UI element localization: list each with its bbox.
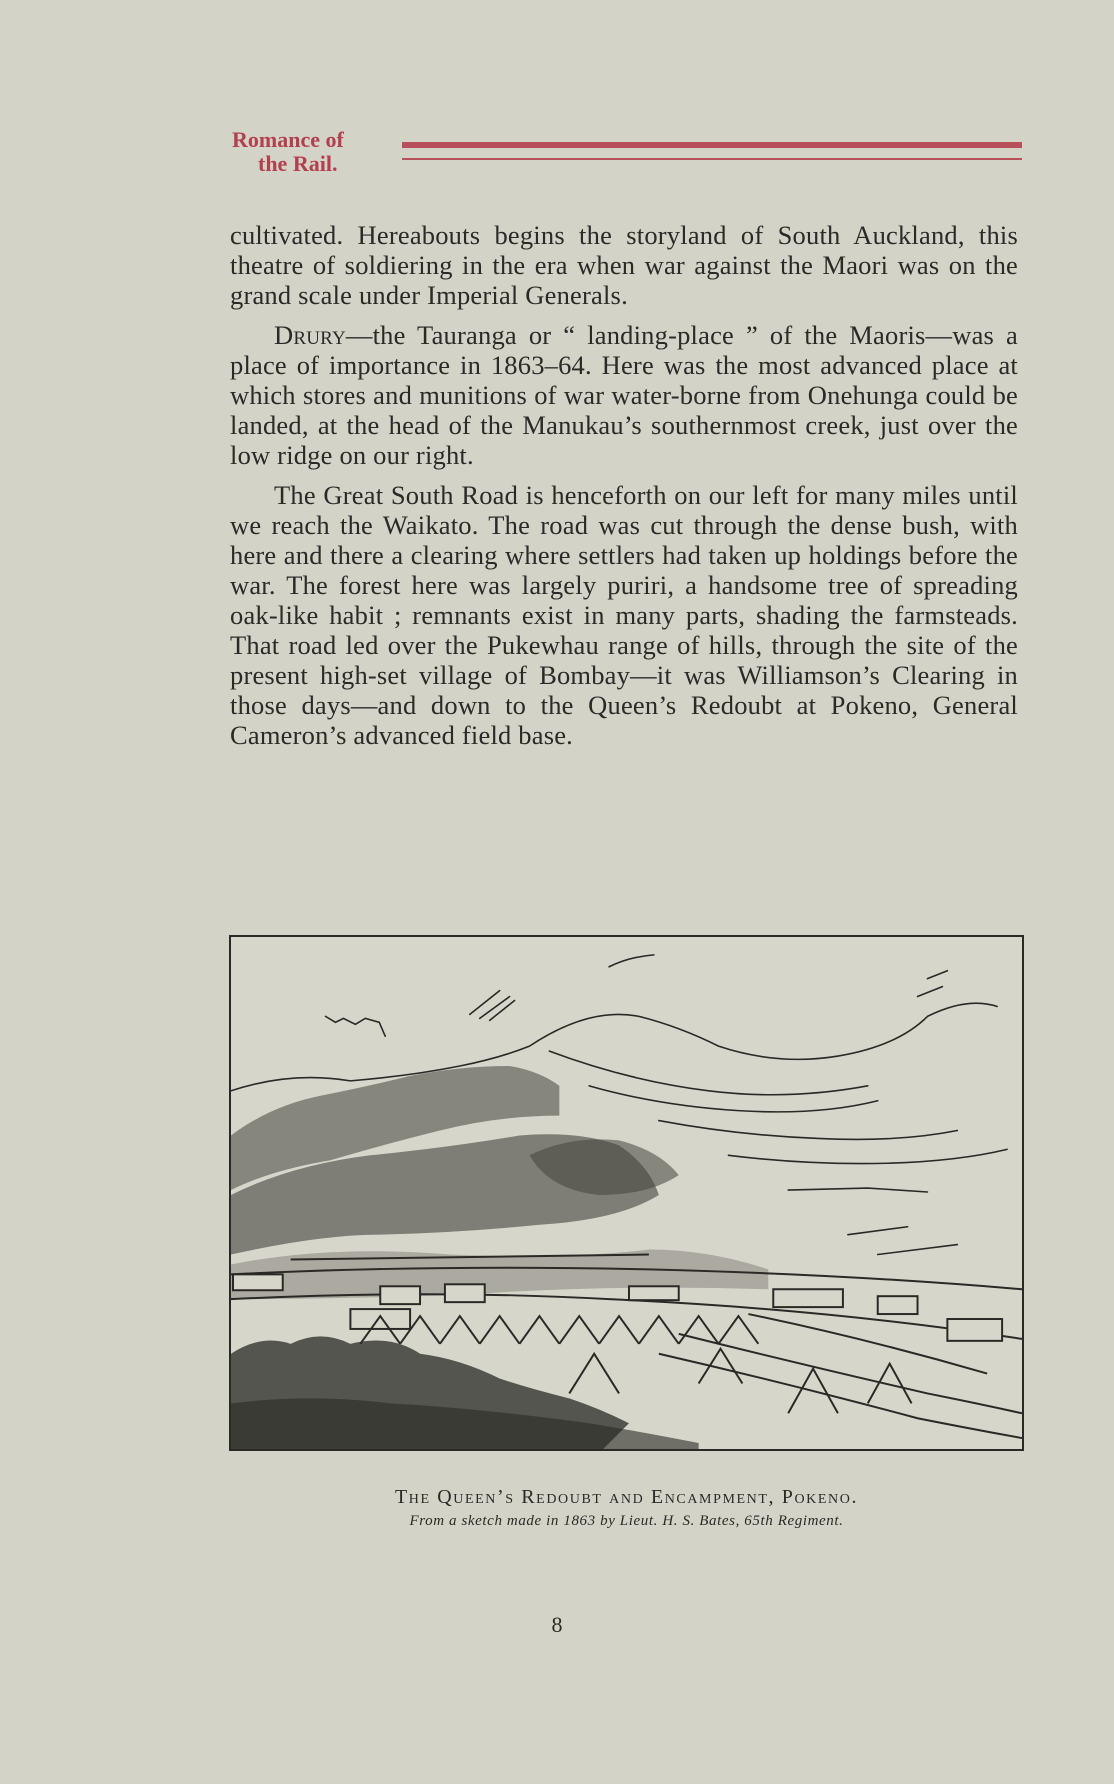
paragraph-3: The Great South Road is henceforth on our left for many miles until we reach the Waikato. The road was cut through the dense bush, with here and there a clearing where settlers had taken up holdings before the war. The forest here was largely puriri, a handsome tree of spreading oak-like habit ; remnants exist in many parts, shading the farmsteads. That road led over the Pukewhau range of hills, through the site of the present high-set village of Bombay—it was Williamson’s Clearing in those days—and down to the Queen’s Redoubt at Pokeno, General Cameron’s advanced field base. — [230, 480, 1018, 750]
illustration-redoubt-sketch — [229, 935, 1024, 1451]
running-header-line-1: Romance of — [232, 127, 344, 152]
header-rule-thin — [402, 158, 1022, 160]
figure-caption — [229, 1484, 1024, 1532]
paragraph-2 — [230, 320, 1018, 470]
sketch-drawing — [231, 937, 1022, 1449]
body-text — [230, 220, 1018, 760]
caption-credit: From a sketch made in 1863 by Lieut. H. S. Bates, 65th Regiment. — [409, 1513, 844, 1529]
running-header — [232, 128, 1022, 180]
running-header-title — [232, 128, 344, 176]
header-rule-thick — [402, 142, 1022, 148]
caption-title: The Queen’s Redoubt and Encampment, Pokeno. — [394, 1486, 859, 1508]
running-header-line-2: the Rail. — [258, 151, 338, 176]
paragraph-2-lead: Drury — [274, 320, 346, 350]
paragraph-2-rest: —the Tauranga or “ landing-place ” of the Maoris—was a place of importance in 1863–64. Here was the most advanced place at which stores and munitions of war water-borne from Onehunga could be landed, at the head of the Manukau’s southernmost creek, just over the low ridge on our right. — [230, 320, 1018, 470]
page-number: 8 — [551, 1612, 563, 1637]
paragraph-1: cultivated. Hereabouts begins the storyland of South Auckland, this theatre of soldiering in the era when war against the Maori was on the grand scale under Imperial Generals. — [230, 220, 1018, 310]
